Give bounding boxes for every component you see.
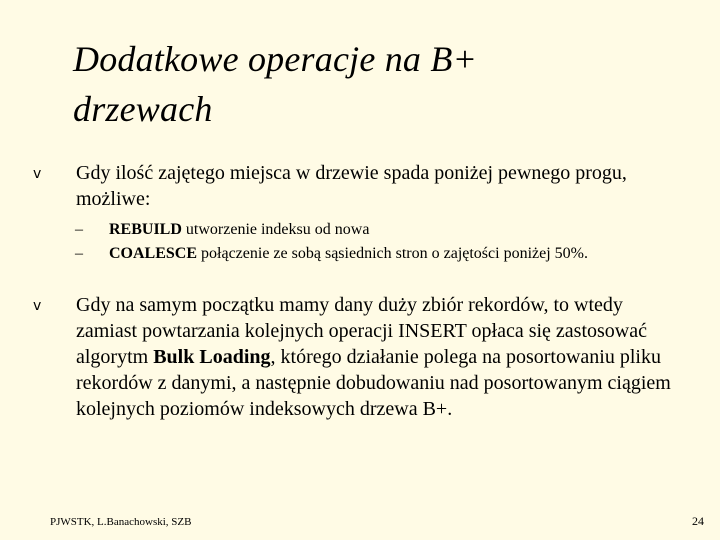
- sub-item-body: [109, 243, 679, 264]
- page-number: 24: [692, 514, 704, 528]
- check-mark-icon: v: [33, 166, 42, 182]
- slide-title: [73, 34, 673, 134]
- sub-item-term: COALESCE: [109, 245, 198, 262]
- dash-marker: –: [75, 221, 83, 238]
- dash-marker: –: [75, 245, 83, 262]
- sub-item-text: utworzenie indeksu od nowa: [181, 221, 370, 238]
- sub-item-text: połączenie ze sobą sąsiednich stron o zajętości poniżej 50%.: [197, 245, 588, 262]
- check-mark-icon: v: [33, 298, 42, 314]
- sub-item-body: [109, 219, 679, 240]
- bullet-text-after: , którego działanie polega na posortowaniu pliku rekordów z danymi, a następnie dobudowaniu nad posortowanym ciągiem kolejnych poziomów indeksowych drzewa B+.: [76, 346, 671, 420]
- sub-item-term: REBUILD: [109, 221, 182, 238]
- bullet-text: [76, 292, 676, 422]
- bullet-text-before: Gdy na samym początku mamy dany duży zbiór rekordów, to wtedy zamiast powtarzania kolejnych operacji INSERT opłaca się zastosować algorytm: [76, 294, 647, 368]
- footer-author: PJWSTK, L.Banachowski, SZB: [50, 516, 192, 528]
- bullet-text: Gdy ilość zajętego miejsca w drzewie spada poniżej pewnego progu, możliwe:: [76, 162, 627, 210]
- bullet-bold-term: Bulk Loading: [153, 346, 271, 368]
- slide-title-line2: drzewach: [73, 89, 213, 129]
- slide-title-line1: Dodatkowe operacje na B+: [73, 39, 477, 79]
